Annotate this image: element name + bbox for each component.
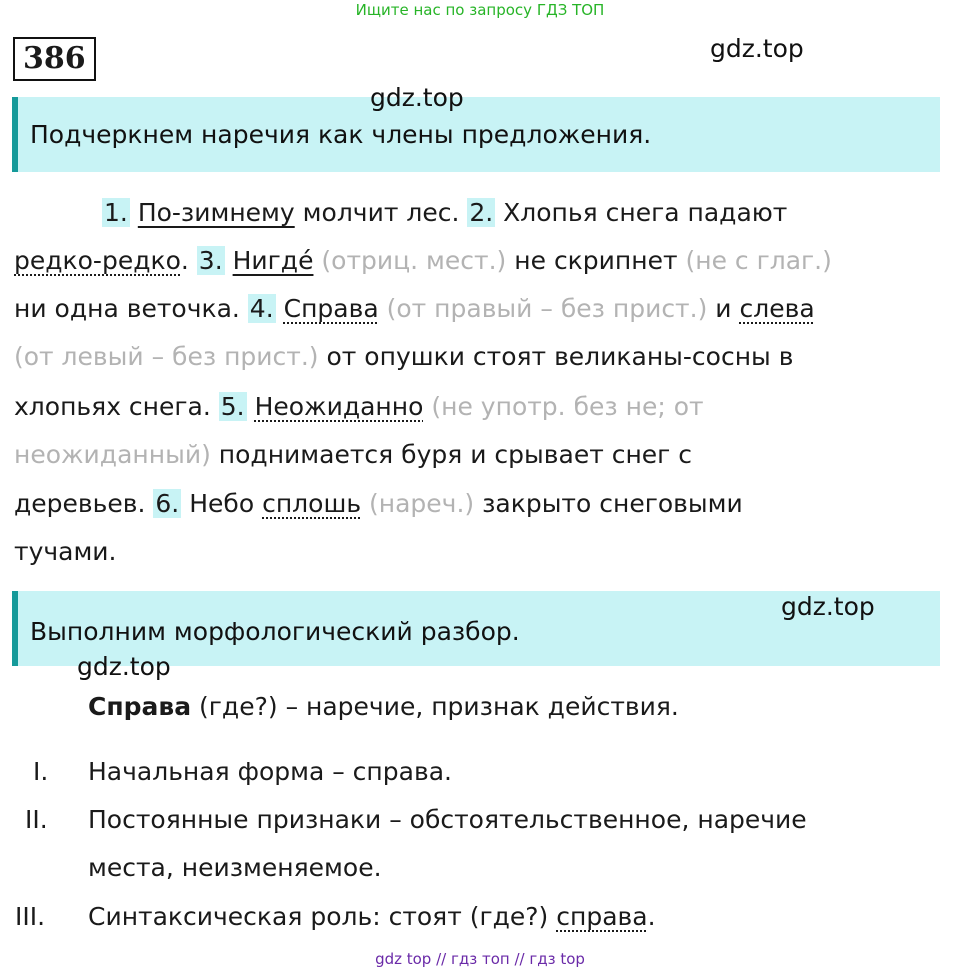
- adverb: редко-редко: [14, 246, 181, 275]
- text-line-8: [14, 535, 117, 571]
- analysis-word: Справа: [88, 692, 192, 721]
- note: (нареч.): [369, 489, 475, 518]
- sentence-text: и: [715, 294, 732, 323]
- analysis-definition: [88, 690, 679, 726]
- band-accent-bar: [12, 97, 18, 172]
- analysis-text: – наречие, признак действия.: [285, 692, 679, 721]
- note: (не употр. без не; от: [431, 392, 704, 421]
- sentence-text: тучами.: [14, 537, 117, 566]
- adverb: Неожиданно: [254, 392, 424, 421]
- sentence-number: 1.: [104, 198, 128, 227]
- adverb: Нигде́: [232, 246, 314, 275]
- analysis-item: [88, 900, 656, 936]
- sentence-text: ни одна веточка.: [14, 294, 240, 323]
- top-banner: Ищите нас по запросу ГДЗ ТОП: [355, 1, 605, 19]
- sentence-text: молчит лес.: [302, 198, 460, 227]
- note: (от левый – без прист.): [14, 342, 319, 371]
- band-accent-bar: [12, 591, 18, 666]
- sentence-number: 3.: [198, 246, 223, 275]
- sentence-text: Хлопья снега падают: [503, 198, 788, 227]
- roman-numeral: II.: [25, 805, 48, 834]
- sentence-number: 6.: [155, 489, 180, 518]
- adverb: Справа: [283, 294, 379, 323]
- roman-numeral: III.: [15, 902, 46, 931]
- sentence-text: от опушки стоят великаны-сосны в: [326, 342, 794, 371]
- adverb: слева: [739, 294, 815, 323]
- sentence-text: поднимается буря и срывает снег с: [218, 440, 693, 469]
- analysis-text: Синтаксическая роль: стоят (где?): [88, 902, 549, 931]
- note: (не с глаг.): [685, 246, 832, 275]
- watermark: gdz.top: [781, 592, 875, 621]
- sentence-text: закрыто снеговыми: [482, 489, 743, 518]
- watermark: gdz.top: [710, 34, 804, 63]
- section-heading-band: [12, 97, 940, 172]
- sentence-text: Небо: [189, 489, 255, 518]
- watermark: gdz.top: [77, 652, 171, 681]
- note: неожиданный): [14, 440, 211, 469]
- analysis-item-cont: места, неизменяемое.: [88, 853, 382, 882]
- adverb: По-зимнему: [137, 198, 295, 227]
- analysis-adverb: справа: [556, 902, 648, 931]
- analysis-item: Начальная форма – справа.: [88, 757, 452, 786]
- punctuation: .: [647, 902, 656, 931]
- footer: gdz top // гдз топ // гдз top: [375, 950, 585, 968]
- analysis-item: Постоянные признаки – обстоятельственное, наречие: [88, 805, 807, 834]
- text-line-2: редко-редко. 3. Нигде́ (отриц. мест.) не скрипнет (не с глаг.): [14, 246, 832, 275]
- text-line-5: [14, 390, 704, 426]
- adverb: сплошь: [262, 489, 362, 518]
- analysis-question: (где?): [199, 692, 278, 721]
- watermark: gdz.top: [370, 83, 464, 112]
- note: (отриц. мест.): [321, 246, 507, 275]
- sentence-number: 2.: [469, 198, 494, 227]
- note: (от правый – без прист.): [386, 294, 708, 323]
- roman-numeral: I.: [33, 757, 49, 786]
- section-heading: Выполним морфологический разбор.: [30, 617, 520, 646]
- text-line-6: [14, 438, 692, 474]
- task-number: 386: [13, 37, 96, 81]
- section-heading: Подчеркнем наречия как члены предложения.: [30, 120, 652, 149]
- sentence-text: хлопьях снега.: [14, 392, 211, 421]
- text-line-1: [14, 196, 787, 232]
- sentence-number: 4.: [249, 294, 274, 323]
- text-line-3: [14, 292, 815, 328]
- sentence-number: 5.: [220, 392, 245, 421]
- text-line-7: [14, 487, 743, 523]
- sentence-text: деревьев.: [14, 489, 146, 518]
- sentence-text: не скрипнет: [514, 246, 678, 275]
- text-line-4: [14, 340, 793, 376]
